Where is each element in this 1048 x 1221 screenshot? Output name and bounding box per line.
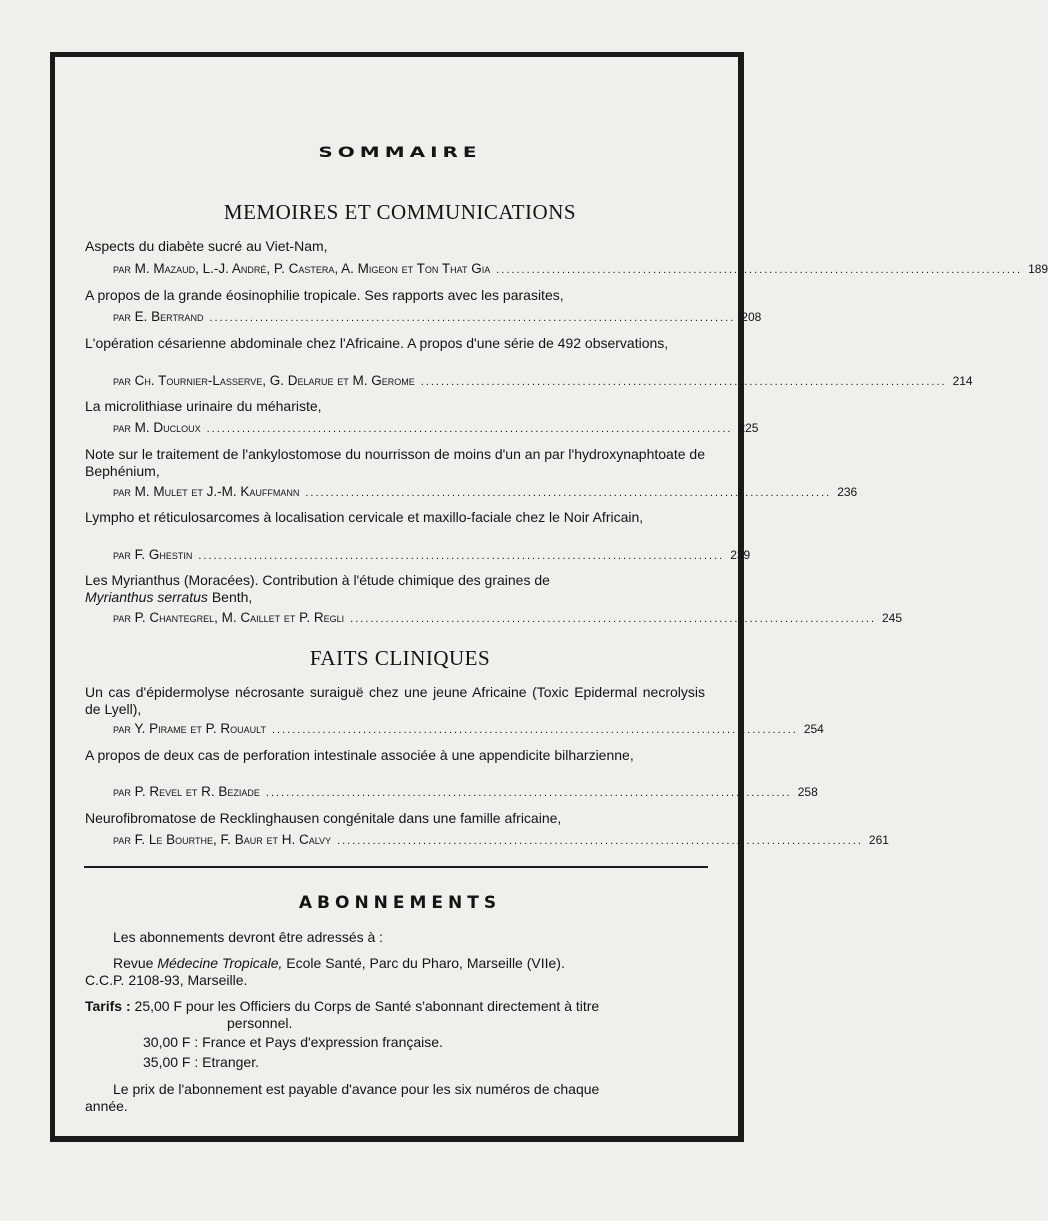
- entry-title: Aspects du diabète sucré au Viet-Nam,: [85, 238, 328, 254]
- abonnements-note-end: année.: [85, 1098, 128, 1114]
- entry-authors: par P. Revel et R. Beziade: [113, 784, 260, 799]
- entry-title: A propos de la grande éosinophilie tropicale. Ses rapports avec les parasites,: [85, 287, 564, 303]
- entry-authors: par M. Mazaud, L.-J. André, P. Castera, A. Migeon et Ton That Gia: [113, 261, 491, 276]
- entry-title: Neurofibromatose de Recklinghausen congénitale dans une famille africaine,: [85, 810, 562, 826]
- entry-byline: [113, 373, 973, 388]
- entry-page: 258: [797, 785, 818, 799]
- entry-authors: par M. Mulet et J.-M. Kauffmann: [113, 484, 300, 499]
- leader-dots: ........................................................................................................: [337, 835, 863, 847]
- abonnements-heading: ABONNEMENTS: [298, 893, 502, 913]
- entry-authors: par M. Ducloux: [113, 420, 201, 435]
- leader-dots: ........................................................................................................: [265, 787, 792, 799]
- entry-byline: [113, 420, 759, 435]
- abonnements-note: Le prix de l'abonnement est payable d'avance pour les six numéros de chaque: [113, 1081, 600, 1097]
- address-part: Ecole Santé, Parc du Pharo, Marseille (VIIe).: [282, 955, 565, 971]
- entry-page: 189: [1028, 262, 1048, 276]
- tarif-2-text: France et Pays d'expression française.: [198, 1034, 443, 1050]
- tarif-3-price: 35,00 F :: [143, 1054, 199, 1070]
- entry-page: 261: [868, 833, 889, 847]
- entry-byline: [113, 309, 762, 324]
- abonnements-intro: Les abonnements devront être adressés à :: [113, 929, 384, 945]
- entry-byline: [113, 610, 903, 625]
- tarif-line-1b: personnel.: [227, 1015, 293, 1031]
- entry-byline: [113, 547, 751, 562]
- entry-page: 214: [952, 374, 973, 388]
- entry-authors: par Ch. Tournier-Lasserve, G. Delarue et M. Gerome: [113, 373, 415, 388]
- entry-title: Un cas d'épidermolyse nécrosante suraiguë chez une jeune Africaine (Toxic Epidermal necrolysis de Lyell),: [85, 684, 705, 717]
- entry-title-species: Myrianthus serratus: [85, 589, 208, 605]
- entry-page: 225: [738, 421, 759, 435]
- entry-title: L'opération césarienne abdominale chez l'Africaine. A propos d'une série de 492 observations,: [85, 335, 669, 351]
- entry-page: 208: [741, 310, 762, 324]
- entry-title: Lympho et réticulosarcomes à localisation cervicale et maxillo-faciale chez le Noir Africain,: [85, 509, 644, 525]
- entry-title: La microlithiase urinaire du méhariste,: [85, 398, 322, 414]
- entry-page: 236: [837, 485, 858, 499]
- entry-title: A propos de deux cas de perforation intestinale associée à une appendicite bilharzienne,: [85, 747, 634, 763]
- entry-page: 239: [730, 548, 751, 562]
- leader-dots: ........................................................................................................: [350, 613, 876, 625]
- entry-title: [85, 572, 705, 606]
- leader-dots: ........................................................................................................: [305, 487, 832, 499]
- section-title-memoires: MEMOIRES ET COMMUNICATIONS: [223, 200, 577, 224]
- entry-byline: [113, 832, 889, 847]
- abonnements-address: [113, 955, 708, 972]
- entry-byline: [113, 484, 858, 499]
- leader-dots: ........................................................................................................: [198, 550, 725, 562]
- leader-dots: ........................................................................................................: [209, 312, 736, 324]
- leader-dots: ........................................................................................................: [271, 724, 798, 736]
- entry-authors: par E. Bertrand: [113, 309, 204, 324]
- entry-title: Note sur le traitement de l'ankylostomose du nourrisson de moins d'un an par l'hydroxynaphtoate de Bephénium,: [85, 446, 705, 479]
- address-part: Revue: [113, 955, 158, 971]
- abonnements-ccp: C.C.P. 2108-93, Marseille.: [85, 972, 248, 988]
- entry-page: 254: [803, 722, 824, 736]
- entry-byline: [113, 721, 824, 736]
- tarif-line-1: [85, 998, 710, 1015]
- tarif-2-price: 30,00 F :: [143, 1034, 199, 1050]
- entry-title-part: Les Myrianthus (Moracées). Contribution à l'étude chimique des graines de: [85, 572, 550, 588]
- entry-page: 245: [882, 611, 903, 625]
- entry-authors: par F. Ghestin: [113, 547, 193, 562]
- entry-byline: [113, 784, 818, 799]
- leader-dots: ........................................................................................................: [206, 423, 733, 435]
- sommaire-heading: SOMMAIRE: [318, 143, 482, 161]
- section-divider: [84, 866, 708, 868]
- leader-dots: ........................................................................................................: [420, 376, 947, 388]
- tarif-line-3: [143, 1054, 259, 1071]
- tarif-3-text: Etranger.: [198, 1054, 259, 1070]
- entry-authors: par Y. Pirame et P. Rouault: [113, 721, 266, 736]
- tarif-line-2: [143, 1034, 443, 1051]
- tarifs-label: Tarifs :: [85, 998, 131, 1014]
- section-title-faits: FAITS CLINIQUES: [309, 646, 491, 670]
- tarif-1: 25,00 F pour les Officiers du Corps de Santé s'abonnant directement à titre: [134, 998, 600, 1014]
- entry-byline: [113, 261, 1048, 276]
- entry-title-part: Benth,: [207, 589, 253, 605]
- journal-name: Médecine Tropicale,: [157, 955, 283, 971]
- entry-authors: par F. Le Bourthe, F. Baur et H. Calvy: [113, 832, 332, 847]
- entry-authors: par P. Chantegrel, M. Caillet et P. Regli: [113, 610, 345, 625]
- leader-dots: ........................................................................................................: [496, 264, 1023, 276]
